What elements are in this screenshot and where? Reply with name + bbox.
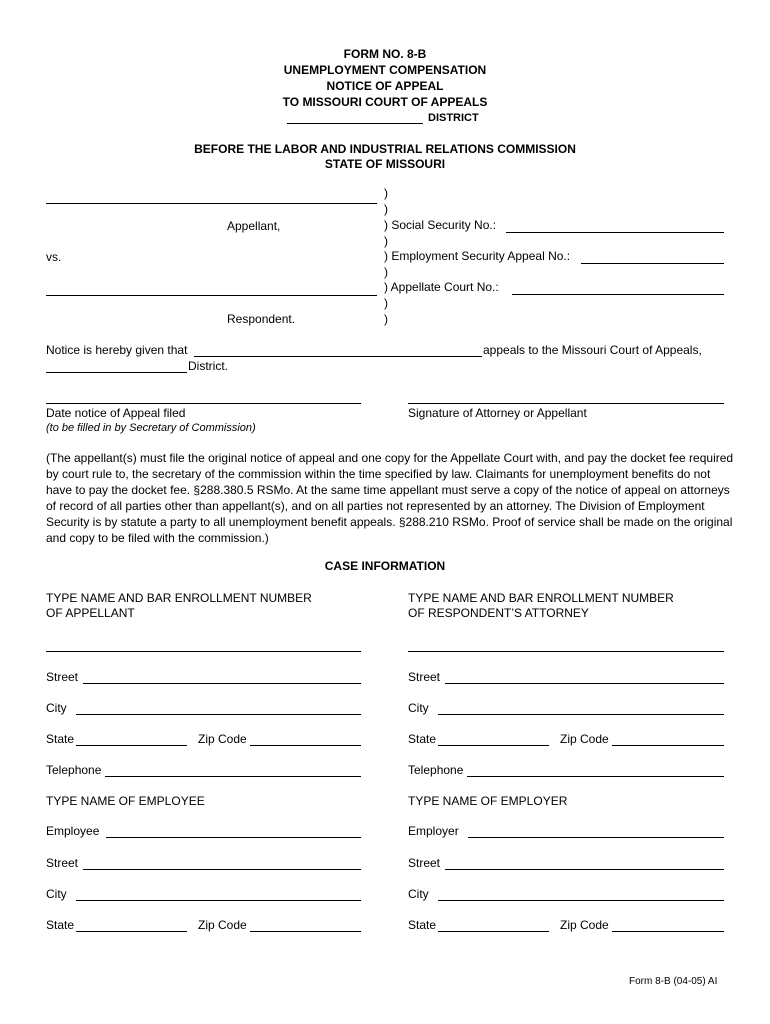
- signature-field[interactable]: [408, 403, 724, 404]
- notice-suffix: appeals to the Missouri Court of Appeals,: [483, 343, 702, 357]
- city-label: City: [46, 701, 67, 715]
- district-field[interactable]: [287, 123, 423, 124]
- street-label: Street: [408, 670, 441, 684]
- street-label: Street: [46, 670, 79, 684]
- telephone-label: Telephone: [408, 763, 464, 777]
- caption-paren: ): [384, 186, 388, 200]
- appellant-zip-field[interactable]: [250, 745, 361, 746]
- appellant-name-field[interactable]: [46, 203, 377, 204]
- state-heading: STATE OF MISSOURI: [324, 157, 446, 171]
- telephone-label: Telephone: [46, 763, 102, 777]
- employer-name-field[interactable]: [468, 837, 724, 838]
- respondent-telephone-field[interactable]: [467, 776, 724, 777]
- employee-street-field[interactable]: [83, 869, 361, 870]
- zip-label: Zip Code: [560, 732, 609, 746]
- employer-zip-field[interactable]: [612, 931, 724, 932]
- respondent-attorney-heading-2: OF RESPONDENT’S ATTORNEY: [408, 606, 589, 620]
- signature-label: Signature of Attorney or Appellant: [408, 406, 587, 420]
- employee-city-field[interactable]: [76, 900, 361, 901]
- appellate-court-label: ) Appellate Court No.:: [384, 280, 499, 294]
- employee-zip-field[interactable]: [250, 931, 361, 932]
- state-label: State: [408, 918, 437, 932]
- zip-label: Zip Code: [198, 732, 247, 746]
- appellant-street-field[interactable]: [83, 683, 361, 684]
- notice-prefix: Notice is hereby given that: [46, 343, 188, 357]
- appellant-attorney-heading-2: OF APPELLANT: [46, 606, 135, 620]
- notice-party-field[interactable]: [194, 356, 482, 357]
- city-label: City: [46, 887, 67, 901]
- respondent-attorney-heading: TYPE NAME AND BAR ENROLLMENT NUMBER: [408, 591, 674, 605]
- employer-street-field[interactable]: [445, 869, 724, 870]
- form-number: FORM NO. 8-B: [343, 47, 427, 61]
- ssn-field[interactable]: [506, 232, 724, 233]
- caption-paren: ): [384, 312, 388, 326]
- state-label: State: [46, 732, 75, 746]
- date-filed-field[interactable]: [46, 403, 361, 404]
- respondent-state-field[interactable]: [438, 745, 549, 746]
- respondent-name-field[interactable]: [46, 295, 377, 296]
- appellant-attorney-heading: TYPE NAME AND BAR ENROLLMENT NUMBER: [46, 591, 312, 605]
- case-information-heading: CASE INFORMATION: [324, 559, 446, 573]
- street-label: Street: [46, 856, 79, 870]
- appellant-state-field[interactable]: [76, 745, 187, 746]
- zip-label: Zip Code: [560, 918, 609, 932]
- form-code: Form 8-B (04-05) AI: [629, 976, 718, 987]
- employer-city-field[interactable]: [438, 900, 724, 901]
- employee-name-field[interactable]: [106, 837, 361, 838]
- state-label: State: [46, 918, 75, 932]
- form-title: UNEMPLOYMENT COMPENSATION: [283, 63, 487, 77]
- city-label: City: [408, 887, 429, 901]
- caption-paren: ): [384, 296, 388, 310]
- district-label: DISTRICT: [428, 112, 479, 124]
- state-label: State: [408, 732, 437, 746]
- caption-paren: ): [384, 234, 388, 248]
- court-title: TO MISSOURI COURT OF APPEALS: [282, 95, 488, 109]
- respondent-street-field[interactable]: [445, 683, 724, 684]
- appellant-label: Appellant,: [227, 219, 281, 233]
- appellant-telephone-field[interactable]: [105, 776, 361, 777]
- employer-state-field[interactable]: [438, 931, 549, 932]
- zip-label: Zip Code: [198, 918, 247, 932]
- date-filed-label: Date notice of Appeal filed: [46, 406, 186, 420]
- ssn-label: ) Social Security No.:: [384, 218, 497, 232]
- employee-state-field[interactable]: [76, 931, 187, 932]
- city-label: City: [408, 701, 429, 715]
- caption-paren: ): [384, 265, 388, 279]
- notice-district-label: District.: [188, 359, 228, 373]
- street-label: Street: [408, 856, 441, 870]
- esa-appeal-label: ) Employment Security Appeal No.:: [384, 249, 571, 263]
- employee-heading: TYPE NAME OF EMPLOYEE: [46, 794, 205, 808]
- employer-label: Employer: [408, 824, 459, 838]
- respondent-label: Respondent.: [227, 312, 296, 326]
- commission-heading: BEFORE THE LABOR AND INDUSTRIAL RELATIONS COMMISSION: [194, 142, 576, 156]
- employer-heading: TYPE NAME OF EMPLOYER: [408, 794, 568, 808]
- appellant-attorney-name-field[interactable]: [46, 651, 361, 652]
- form-subtitle: NOTICE OF APPEAL: [326, 79, 444, 93]
- respondent-city-field[interactable]: [438, 714, 724, 715]
- employee-label: Employee: [46, 824, 100, 838]
- notice-district-field[interactable]: [46, 372, 187, 373]
- respondent-attorney-name-field[interactable]: [408, 651, 724, 652]
- appellant-city-field[interactable]: [76, 714, 361, 715]
- instructions-paragraph: (The appellant(s) must file the original notice of appeal and one copy for the Appellate Court with, and pay the docket fee required by court rule to, the secretary of the commission within the time specified by law. Claimants for unemployment benefits do not have to pay the docket fee. §288.380.5 RSMo. At the same time appellant must serve a copy of the notice of appeal on attorneys of record of all parties other than appellant(s), and on all parties not represented by an attorney. The Division of Employment Security is by statute a party to all unemployment benefit appeals. §288.210 RSMo. Proof of service shall be made on the original and copy to be filed with the commission.): [46, 451, 734, 545]
- respondent-zip-field[interactable]: [612, 745, 724, 746]
- appellate-court-field[interactable]: [512, 294, 724, 295]
- esa-appeal-field[interactable]: [581, 263, 724, 264]
- caption-paren: ): [384, 202, 388, 216]
- vs-label: vs.: [46, 250, 62, 264]
- date-filed-note: (to be filled in by Secretary of Commission): [46, 422, 256, 434]
